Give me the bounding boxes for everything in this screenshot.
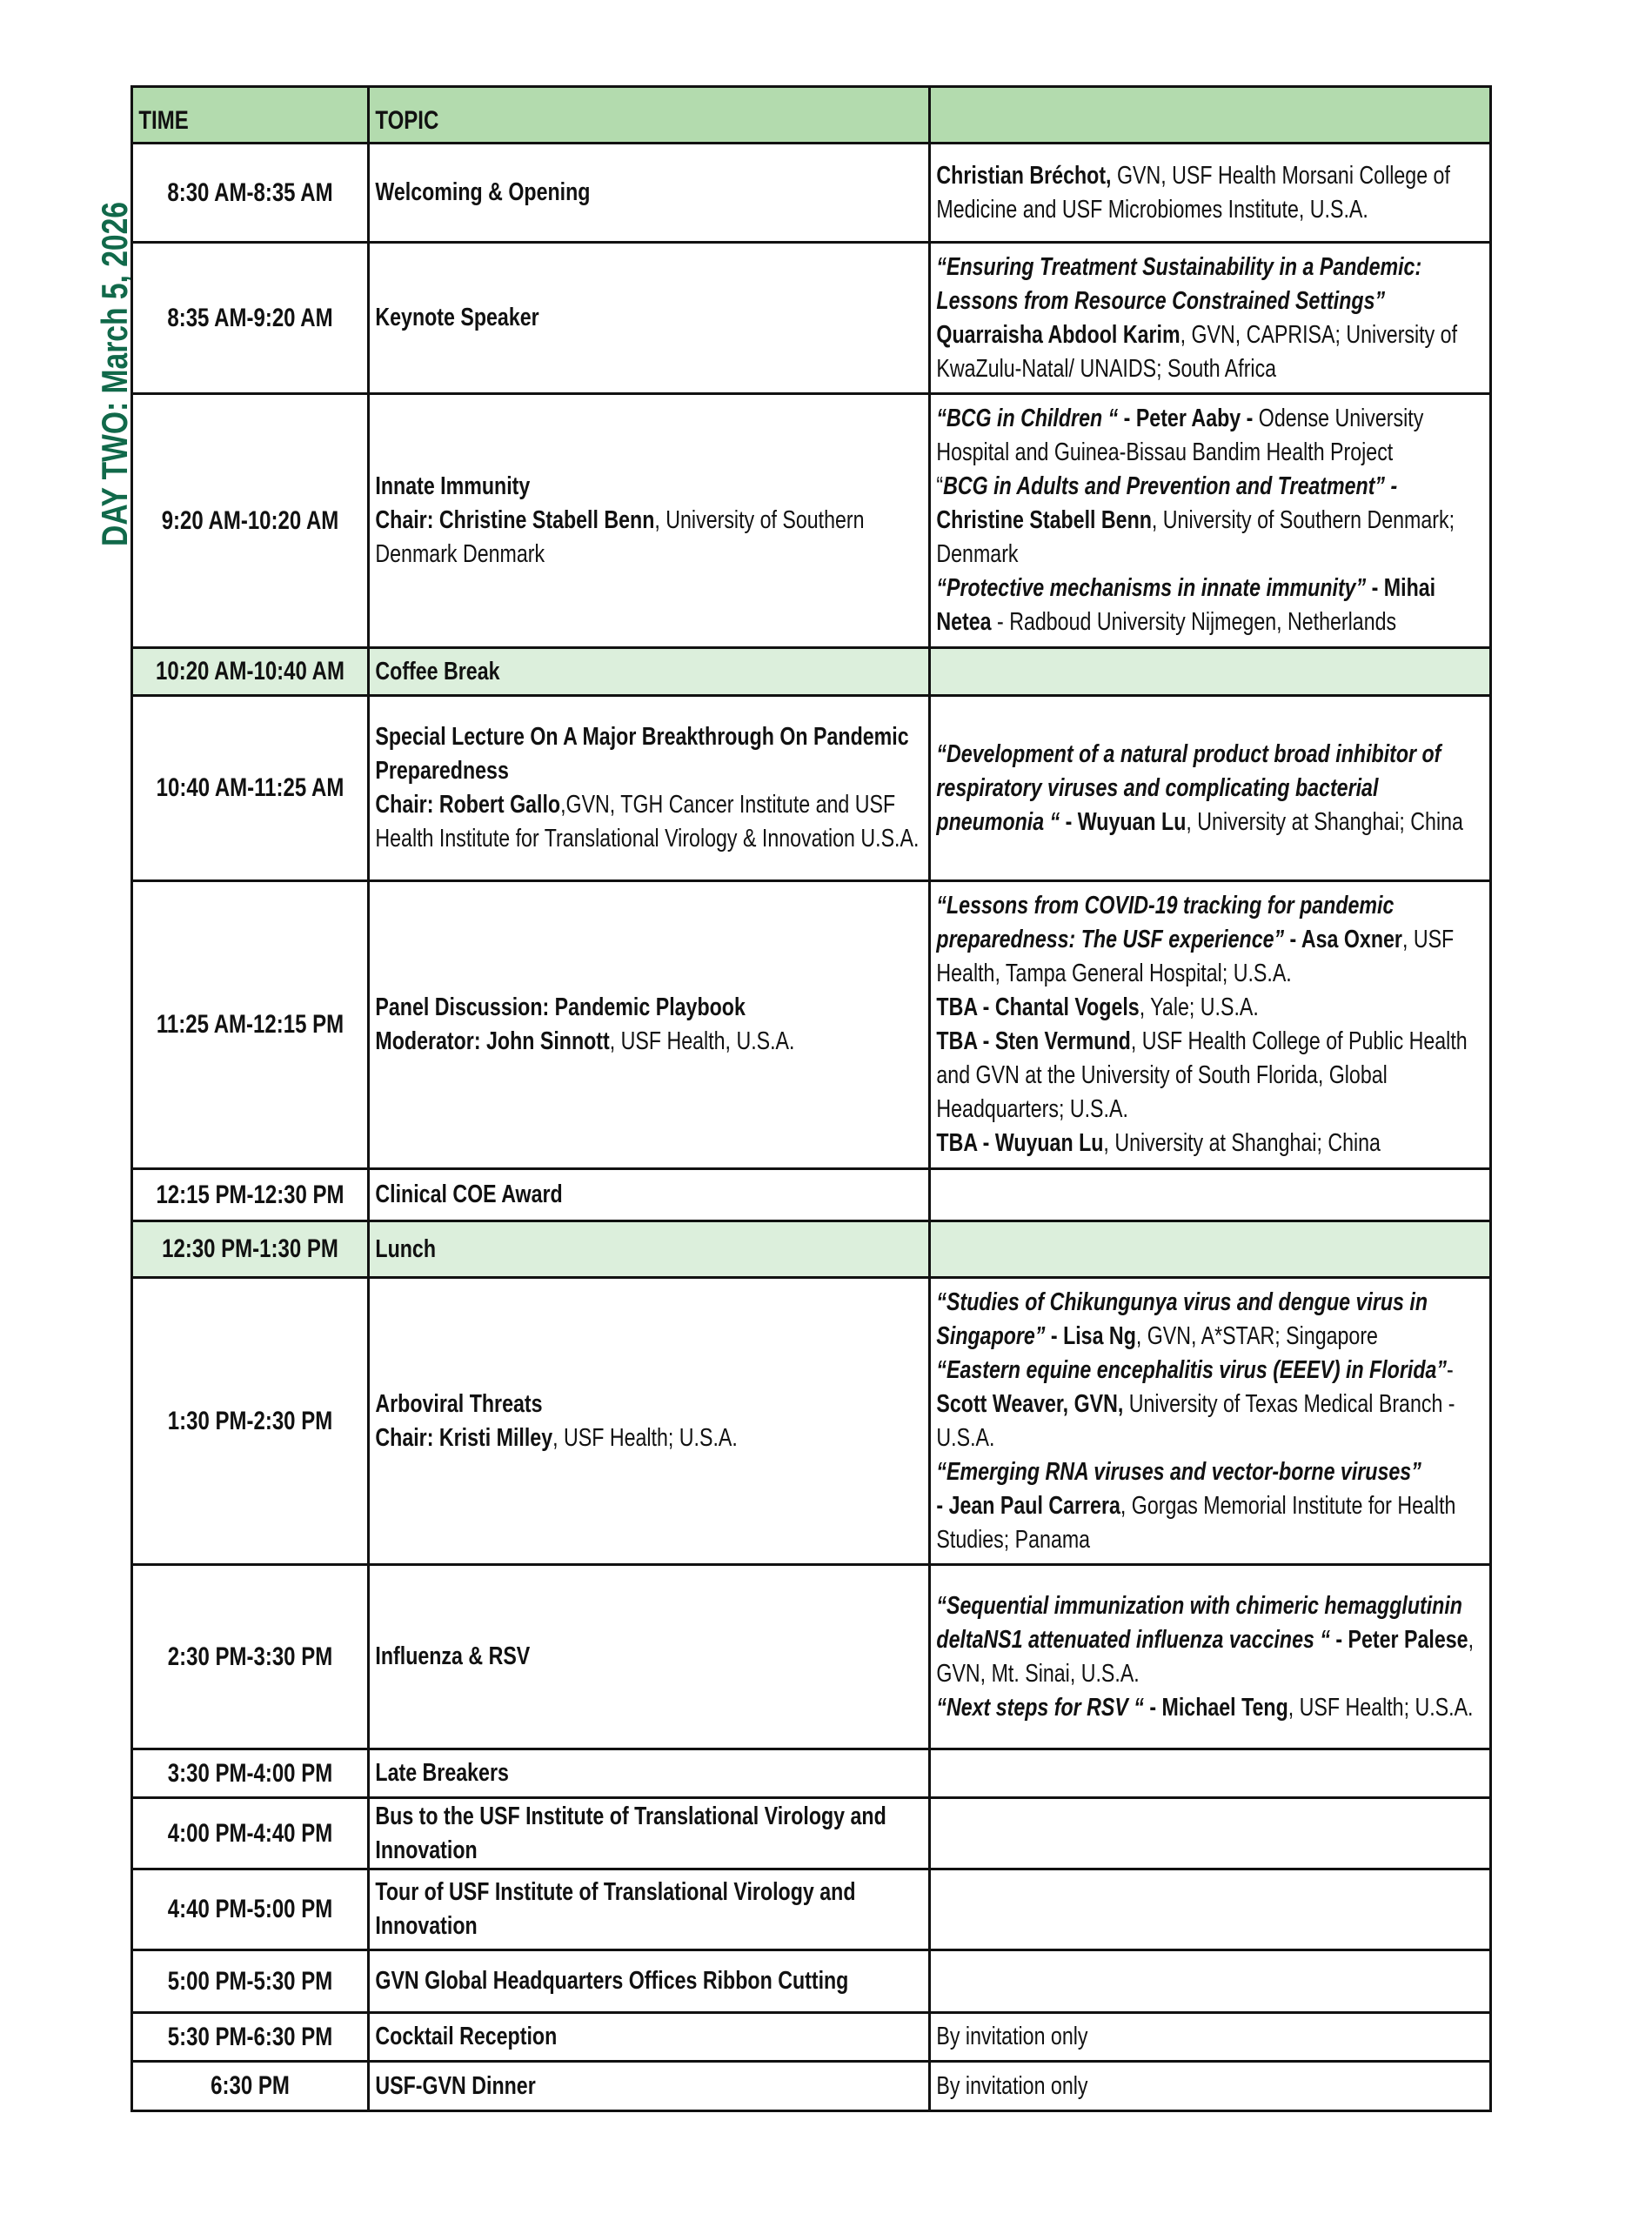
time-cell (132, 243, 369, 394)
speakers-cell (930, 1169, 1491, 1221)
agenda-row (132, 144, 1491, 243)
speakers-text-segment: Odense University Hospital and Guinea-Bissau Bandim Health Project (936, 405, 1424, 466)
agenda-row (132, 881, 1491, 1169)
topic-text-segment: Keynote Speaker (375, 304, 539, 331)
topic-cell (369, 2013, 930, 2062)
time-text: 5:00 PM-5:30 PM (167, 1966, 333, 1996)
time-cell (132, 1950, 369, 2013)
topic-cell (369, 144, 930, 243)
speakers-text-segment: Scott Weaver, GVN, (936, 1389, 1124, 1418)
topic-cell (369, 1950, 930, 2013)
topic-cell (369, 1798, 930, 1869)
agenda-row-break (132, 1221, 1491, 1278)
topic-text-segment: Chair: Kristi Milley (375, 1423, 553, 1452)
speakers-cell (930, 394, 1491, 648)
time-cell (132, 881, 369, 1169)
topic-text-segment: , USF Health, U.S.A. (609, 1027, 795, 1055)
agenda-row (132, 696, 1491, 881)
time-text: 10:40 AM-11:25 AM (156, 773, 344, 802)
time-text: 1:30 PM-2:30 PM (167, 1406, 333, 1435)
speakers-text-segment: , GVN, CAPRISA; University of KwaZulu-Natal/ UNAIDS; South Africa (936, 320, 1458, 383)
topic-cell (369, 1565, 930, 1749)
time-cell (132, 1798, 369, 1869)
agenda-row (132, 2062, 1491, 2111)
speakers-text-segment: “Eastern equine encephalitis virus (EEEV) in Florida” (936, 1355, 1447, 1384)
speakers-text-segment: TBA - Wuyuan Lu (936, 1129, 1104, 1157)
speakers-text-segment: - Mihai Netea (936, 574, 1436, 636)
topic-text-segment: GVN Global Headquarters Offices Ribbon Cutting (375, 1967, 849, 1995)
speakers-cell (930, 1565, 1491, 1749)
topic-text-segment: Innate Immunity (375, 472, 531, 500)
time-cell (132, 1749, 369, 1798)
speakers-text-segment: “Emerging RNA viruses and vector-borne viruses” (936, 1457, 1421, 1486)
speakers-text-segment: Christian Bréchot, (936, 161, 1112, 190)
speakers-text-segment: “Protective mechanisms in innate immunity” (936, 574, 1367, 602)
speakers-text-segment: , USF Health, Tampa General Hospital; U.S.A. (936, 926, 1455, 987)
time-cell (132, 1221, 369, 1278)
speakers-text-segment: , USF Health College of Public Health and GVN at the University of South Florida, Global Headquarters; U.S.A. (936, 1027, 1468, 1123)
speakers-text-segment: , University at Shanghai; China (1103, 1129, 1381, 1157)
topic-text-segment: Chair: Robert Gallo (375, 791, 561, 819)
topic-cell (369, 1169, 930, 1221)
speakers-cell (930, 1869, 1491, 1950)
speakers-text-segment: “Development of a natural product broad inhibitor of respiratory viruses and complicating bacterial pneumonia “ (936, 739, 1441, 836)
topic-text-segment: Late Breakers (375, 1759, 509, 1787)
agenda-row (132, 1169, 1491, 1221)
topic-text-segment: Lunch (375, 1234, 436, 1263)
topic-text-segment: Bus to the USF Institute of Translational Virology and Innovation (375, 1802, 886, 1864)
speakers-text-segment: “ (936, 472, 944, 500)
time-text: 8:30 AM-8:35 AM (167, 177, 333, 207)
agenda-row (132, 1749, 1491, 1798)
topic-text-segment: Coffee Break (375, 657, 500, 685)
speakers-text-segment: “Sequential immunization with chimeric hemagglutinin deltaNS1 attenuated influenza vaccines “ (936, 1591, 1462, 1654)
speakers-text-segment: “Ensuring Treatment Sustainability in a Pandemic: Lessons from Resource Constrained Settings” (936, 252, 1422, 315)
header-topic: TOPIC (369, 87, 930, 144)
speakers-text-segment: Christine Stabell Benn (936, 506, 1152, 534)
speakers-text-segment: - Michael Teng (1143, 1693, 1288, 1722)
time-cell (132, 2062, 369, 2111)
time-text: 6:30 PM (211, 2071, 290, 2100)
time-text: 5:30 PM-6:30 PM (167, 2022, 333, 2051)
speakers-text-segment: , Gorgas Memorial Institute for Health Studies; Panama (936, 1491, 1456, 1554)
time-text: 10:20 AM-10:40 AM (156, 657, 344, 685)
header-time: TIME (132, 87, 369, 144)
topic-text-segment: Chair: Christine Stabell Benn (375, 506, 655, 534)
topic-text-segment: Welcoming & Opening (375, 178, 591, 206)
speakers-cell (930, 881, 1491, 1169)
speakers-text-segment: - Wuyuan Lu (1060, 807, 1187, 836)
day-label-text: DAY TWO: March 5, 2026 (94, 202, 135, 546)
topic-text-segment: ,GVN, TGH Cancer Institute and USF Health Institute for Translational Virology & Innovation U.S.A. (375, 791, 920, 853)
speakers-text-segment: , University of Southern Denmark; Denmark (936, 506, 1455, 568)
speakers-cell (930, 696, 1491, 881)
speakers-text-segment: - Jean Paul Carrera (936, 1491, 1120, 1520)
speakers-text-segment: TBA - Chantal Vogels (936, 993, 1140, 1021)
topic-text-segment: , USF Health; U.S.A. (552, 1423, 738, 1452)
topic-text-segment: Cocktail Reception (375, 2023, 558, 2050)
time-text: 12:15 PM-12:30 PM (156, 1180, 344, 1209)
agenda-row (132, 1565, 1491, 1749)
time-text: 12:30 PM-1:30 PM (162, 1234, 338, 1263)
agenda-row (132, 1869, 1491, 1950)
speakers-cell (930, 1278, 1491, 1565)
agenda-table (130, 85, 1492, 2112)
topic-text-segment: Special Lecture On A Major Breakthrough On Pandemic Preparedness (375, 723, 909, 785)
speakers-text-segment: By invitation only (936, 2071, 1088, 2100)
topic-cell (369, 1749, 930, 1798)
speakers-cell (930, 243, 1491, 394)
topic-cell (369, 696, 930, 881)
speakers-text-segment: TBA - Sten Vermund (936, 1027, 1131, 1055)
time-text: 11:25 AM-12:15 PM (156, 1010, 344, 1039)
speakers-text-segment: “BCG in Children “ (936, 405, 1119, 432)
time-cell (132, 696, 369, 881)
agenda-row (132, 2013, 1491, 2062)
topic-cell (369, 1278, 930, 1565)
time-cell (132, 1278, 369, 1565)
time-cell (132, 1565, 369, 1749)
agenda-row (132, 394, 1491, 648)
speakers-text-segment: , USF Health; U.S.A. (1287, 1693, 1474, 1722)
time-cell (132, 648, 369, 696)
time-text: 2:30 PM-3:30 PM (167, 1642, 333, 1671)
speakers-text-segment: “Next steps for RSV “ (936, 1693, 1144, 1722)
topic-cell (369, 881, 930, 1169)
topic-cell (369, 243, 930, 394)
header-speakers (930, 87, 1491, 144)
speakers-cell (930, 1749, 1491, 1798)
topic-text-segment: Influenza & RSV (375, 1642, 531, 1670)
agenda-body (132, 144, 1491, 2111)
speakers-text-segment: , University at Shanghai; China (1186, 807, 1463, 836)
speakers-text-segment: GVN, USF Health Morsani College of Medicine and USF Microbiomes Institute, U.S.A. (936, 161, 1450, 224)
speakers-text-segment: - Lisa Ng (1045, 1321, 1136, 1350)
speakers-text-segment: BCG in Adults and Prevention and Treatment” - (943, 472, 1398, 500)
time-cell (132, 2013, 369, 2062)
time-text: 3:30 PM-4:00 PM (167, 1758, 333, 1788)
agenda-row (132, 1278, 1491, 1565)
agenda-row (132, 1950, 1491, 2013)
speakers-text-segment: , Yale; U.S.A. (1139, 993, 1259, 1021)
speakers-text-segment: - Radboud University Nijmegen, Netherlands (991, 608, 1397, 636)
speakers-cell (930, 1221, 1491, 1278)
speakers-text-segment: , GVN, A*STAR; Singapore (1135, 1321, 1378, 1350)
topic-cell (369, 1869, 930, 1950)
agenda-row-break (132, 648, 1491, 696)
speakers-text-segment: “Lessons from COVID-19 tracking for pandemic preparedness: The USF experience” (936, 892, 1395, 953)
speakers-cell (930, 2013, 1491, 2062)
topic-cell (369, 1221, 930, 1278)
day-label (96, 174, 134, 574)
topic-text-segment: Arboviral Threats (375, 1389, 543, 1418)
time-text: 8:35 AM-9:20 AM (167, 303, 333, 332)
speakers-text-segment: - Asa Oxner (1284, 926, 1402, 953)
speakers-text-segment: , GVN, Mt. Sinai, U.S.A. (936, 1625, 1475, 1688)
speakers-text-segment: Quarraisha Abdool Karim (936, 320, 1180, 349)
speakers-cell (930, 144, 1491, 243)
speakers-text-segment: - (1447, 1355, 1454, 1384)
time-text: 4:00 PM-4:40 PM (167, 1818, 333, 1848)
time-cell (132, 394, 369, 648)
topic-text-segment: , University of Southern Denmark Denmark (375, 506, 865, 568)
speakers-cell (930, 2062, 1491, 2111)
topic-text-segment: Panel Discussion: Pandemic Playbook (375, 993, 746, 1021)
speakers-cell (930, 648, 1491, 696)
speakers-text-segment: By invitation only (936, 2023, 1088, 2050)
time-cell (132, 144, 369, 243)
speakers-cell (930, 1798, 1491, 1869)
time-text: 9:20 AM-10:20 AM (161, 505, 339, 535)
agenda-row (132, 1798, 1491, 1869)
speakers-text-segment: - Peter Palese (1329, 1625, 1468, 1654)
topic-text-segment: Tour of USF Institute of Translational Virology and Innovation (375, 1878, 856, 1940)
topic-text-segment: USF-GVN Dinner (375, 2071, 536, 2100)
speakers-cell (930, 1950, 1491, 2013)
header-row (132, 87, 1491, 144)
time-cell (132, 1169, 369, 1221)
topic-text-segment: Clinical COE Award (375, 1180, 563, 1208)
topic-text-segment: Moderator: John Sinnott (375, 1027, 610, 1055)
agenda-row (132, 243, 1491, 394)
speakers-text-segment: “Studies of Chikungunya virus and dengue virus in Singapore” (936, 1287, 1428, 1350)
topic-cell (369, 2062, 930, 2111)
speakers-text-segment: University of Texas Medical Branch - U.S.A. (936, 1389, 1455, 1452)
topic-cell (369, 394, 930, 648)
time-cell (132, 1869, 369, 1950)
speakers-text-segment: - Peter Aaby - (1118, 405, 1259, 432)
time-text: 4:40 PM-5:00 PM (167, 1895, 333, 1923)
topic-cell (369, 648, 930, 696)
